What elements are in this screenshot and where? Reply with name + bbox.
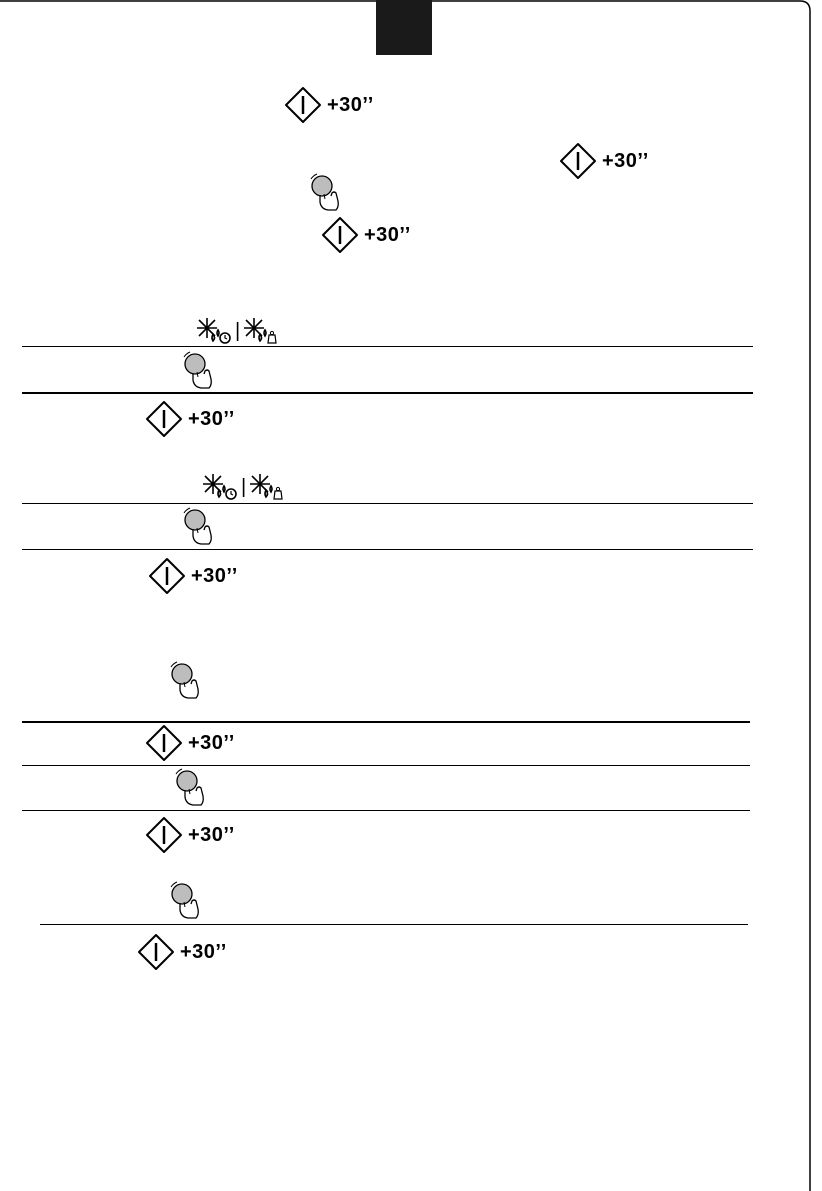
rotary-knob-hand-icon xyxy=(168,880,202,920)
start-label: +30’’ xyxy=(191,565,238,587)
defrost-icons xyxy=(197,318,278,344)
start-plus-30-icon xyxy=(145,816,235,854)
defrost-icons xyxy=(203,474,284,500)
start-label: +30’’ xyxy=(188,732,235,754)
separator-rule xyxy=(22,392,753,394)
start-label: +30’’ xyxy=(602,150,649,172)
defrost-weight-icon xyxy=(244,318,278,344)
start-label: +30’’ xyxy=(327,94,374,116)
defrost-weight-icon xyxy=(250,474,284,500)
page-tab-marker xyxy=(376,0,432,55)
rotary-knob-hand-icon xyxy=(168,660,202,700)
start-plus-30-icon xyxy=(321,216,411,254)
rotary-knob-hand-icon xyxy=(308,172,342,212)
separator-rule xyxy=(22,810,750,811)
start-plus-30-icon xyxy=(137,933,227,971)
separator-rule xyxy=(22,549,753,550)
rotary-knob-hand-icon xyxy=(181,350,215,390)
rotary-knob-hand-icon xyxy=(181,506,215,546)
start-label: +30’’ xyxy=(180,941,227,963)
start-plus-30-icon xyxy=(284,86,374,124)
defrost-separator: | xyxy=(241,476,247,498)
defrost-time-icon xyxy=(197,318,231,344)
start-plus-30-icon xyxy=(145,400,235,438)
separator-rule xyxy=(22,346,753,347)
start-label: +30’’ xyxy=(188,408,235,430)
start-label: +30’’ xyxy=(364,224,411,246)
separator-rule xyxy=(40,924,748,925)
defrost-time-icon xyxy=(203,474,237,500)
start-plus-30-icon xyxy=(559,142,649,180)
start-plus-30-icon xyxy=(145,724,235,762)
start-plus-30-icon xyxy=(148,557,238,595)
separator-rule xyxy=(22,721,750,723)
defrost-separator: | xyxy=(235,320,241,342)
separator-rule xyxy=(22,765,750,766)
start-label: +30’’ xyxy=(188,824,235,846)
rotary-knob-hand-icon xyxy=(173,767,207,807)
separator-rule xyxy=(22,503,753,504)
